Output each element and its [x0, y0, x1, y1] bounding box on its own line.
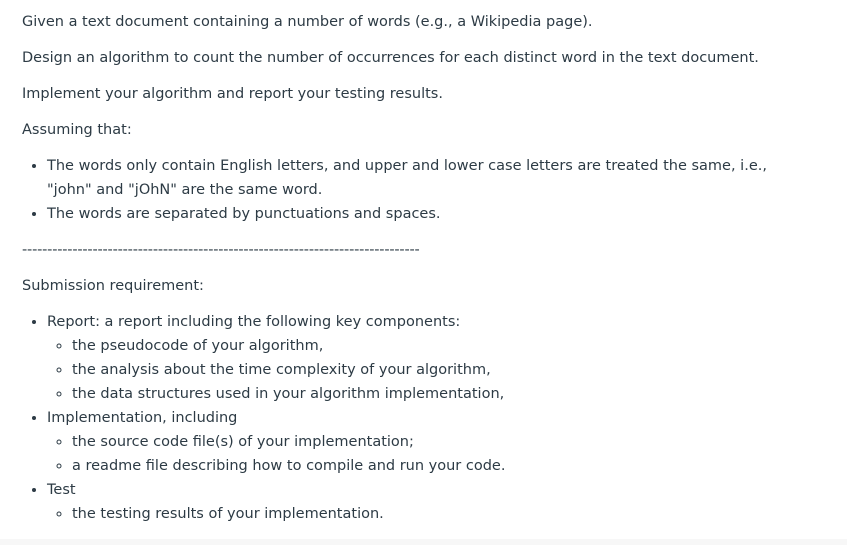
test-subitem-1: ◦ the testing results of your implementation.: [72, 502, 825, 526]
assumption-item-1: • The words only contain English letters, and upper and lower case letters are treated the same, i.e., "john" and "jOhN" are the same word.: [47, 154, 787, 202]
assumption-item-2: • The words are separated by punctuations and spaces.: [47, 202, 787, 226]
report-subitem-3: ◦ the data structures used in your algorithm implementation,: [72, 382, 825, 406]
submission-item-report: [47, 310, 825, 406]
intro-paragraph-1: Given a text document containing a number of words (e.g., a Wikipedia page).: [22, 14, 593, 30]
intro-paragraph-4: Assuming that:: [22, 122, 132, 138]
submission-item-label: Test: [47, 482, 76, 498]
submission-item-label: Report: a report including the following key components:: [47, 314, 461, 330]
report-subitem-1: ◦ the pseudocode of your algorithm,: [72, 334, 825, 358]
implementation-subitem-2: ◦ a readme file describing how to compile and run your code.: [72, 454, 825, 478]
submission-title: Submission requirement:: [22, 278, 204, 294]
submission-item-label: Implementation, including: [47, 410, 238, 426]
section-divider: -------------------------------------------------------------------------------: [22, 242, 420, 258]
implementation-subitem-1: ◦ the source code file(s) of your implementation;: [72, 430, 825, 454]
submission-list: [22, 310, 825, 526]
test-sublist: [47, 502, 825, 526]
intro-paragraph-3: Implement your algorithm and report your testing results.: [22, 86, 443, 102]
bottom-edge: [0, 539, 847, 545]
submission-item-implementation: [47, 406, 825, 478]
submission-item-test: [47, 478, 825, 526]
intro-paragraph-2: Design an algorithm to count the number of occurrences for each distinct word in the text document.: [22, 50, 759, 66]
report-subitem-2: ◦ the analysis about the time complexity of your algorithm,: [72, 358, 825, 382]
assumptions-list: [22, 154, 787, 226]
implementation-sublist: [47, 430, 825, 478]
report-sublist: [47, 334, 825, 406]
